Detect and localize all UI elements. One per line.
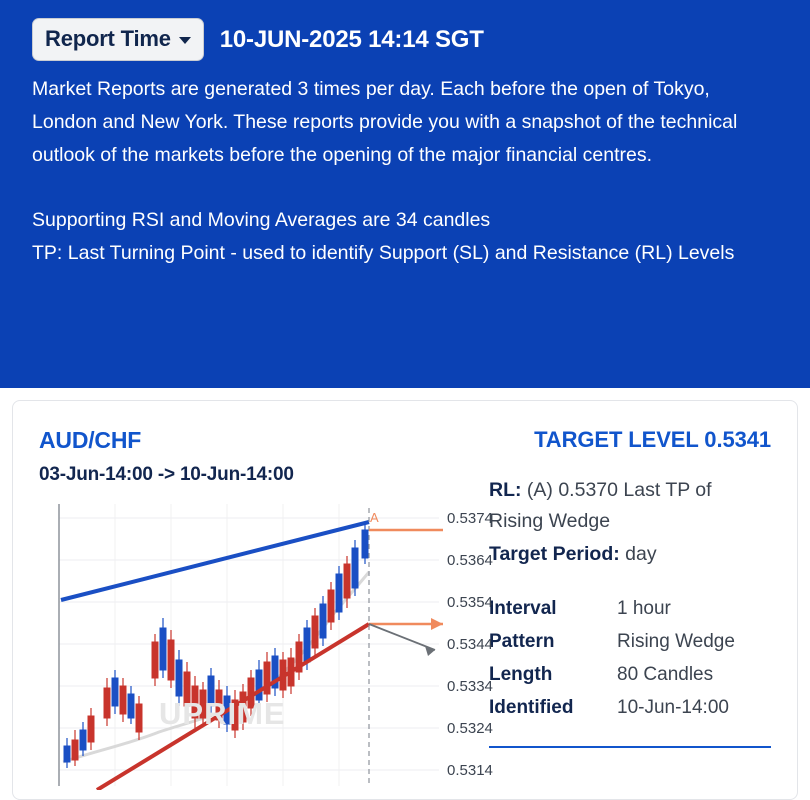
section-divider xyxy=(489,746,771,748)
table-row xyxy=(489,596,735,629)
report-banner xyxy=(0,0,810,388)
target-period-text xyxy=(489,539,771,570)
watermark: UPRIME xyxy=(159,696,286,731)
price-tick: 0.5344 xyxy=(447,636,493,653)
resistance-level-text xyxy=(489,475,771,537)
spec-value: Rising Wedge xyxy=(617,631,735,652)
report-card-wrapper xyxy=(0,388,810,800)
instrument-pair-title[interactable]: AUD/CHF xyxy=(39,427,142,453)
price-tick: 0.5354 xyxy=(447,594,493,611)
spec-key: Pattern xyxy=(489,631,555,652)
price-chart[interactable] xyxy=(39,500,493,790)
price-tick: 0.5334 xyxy=(447,678,493,695)
spec-key: Interval xyxy=(489,598,557,619)
spec-key: Length xyxy=(489,664,553,685)
report-time-dropdown[interactable] xyxy=(32,18,204,61)
spec-value: 1 hour xyxy=(617,598,671,619)
banner-header xyxy=(32,18,778,61)
target-level-heading: TARGET LEVEL 0.5341 xyxy=(534,427,771,452)
report-time-label: Report Time xyxy=(45,26,171,51)
chart-panel xyxy=(39,427,493,799)
rl-label: RL: xyxy=(489,479,522,501)
spec-value: 10-Jun-14:00 xyxy=(617,697,729,718)
report-timestamp: 10-JUN-2025 14:14 SGT xyxy=(219,25,484,53)
banner-paragraph-1: Market Reports are generated 3 times per day. Each before the open of Tokyo, London and New York. These reports provide you with a snapshot of the technical outlook of the markets before the opening of the major financial centres. xyxy=(32,78,738,166)
target-period-label: Target Period: xyxy=(489,543,620,565)
spec-table xyxy=(489,596,735,728)
price-axis xyxy=(369,500,493,790)
banner-paragraph-2: Supporting RSI and Moving Averages are 34 candles xyxy=(32,209,491,231)
marker-a-label: A xyxy=(370,510,379,525)
spec-key: Identified xyxy=(489,697,574,718)
price-tick: 0.5374 xyxy=(447,510,493,527)
table-row xyxy=(489,695,735,728)
target-period-value: day xyxy=(625,543,657,565)
price-tick: 0.5364 xyxy=(447,552,493,569)
table-row xyxy=(489,662,735,695)
rl-value: (A) 0.5370 Last TP of Rising Wedge xyxy=(489,479,712,532)
chart-date-range: 03-Jun-14:00 -> 10-Jun-14:00 xyxy=(39,464,294,485)
price-tick: 0.5324 xyxy=(447,720,493,737)
instrument-report-card xyxy=(12,400,798,800)
table-row xyxy=(489,629,735,662)
price-tick: 0.5314 xyxy=(447,762,493,779)
chevron-down-icon xyxy=(179,37,191,44)
banner-paragraph-3: TP: Last Turning Point - used to identify Support (SL) and Resistance (RL) Levels xyxy=(32,242,735,264)
spec-value: 80 Candles xyxy=(617,664,714,685)
details-panel xyxy=(479,427,771,799)
